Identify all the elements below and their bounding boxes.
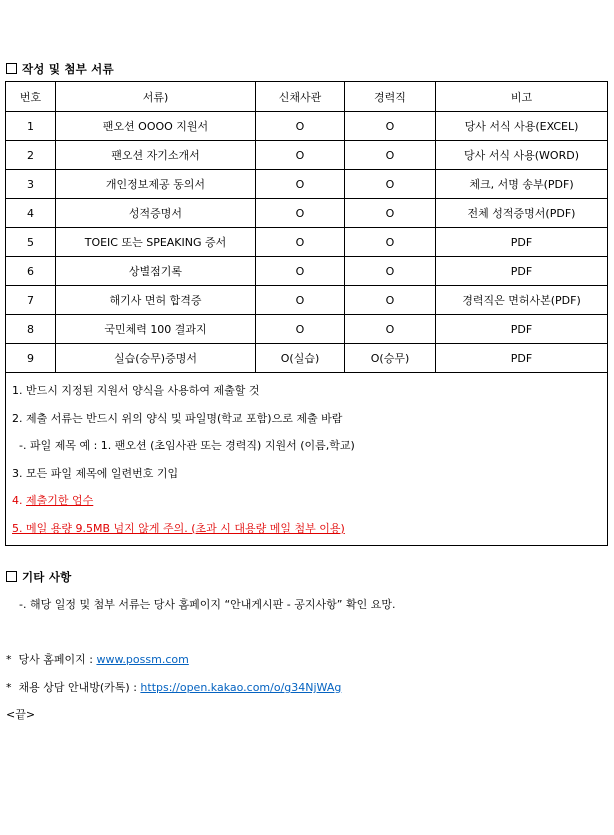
table-cell: 8	[6, 315, 56, 344]
table-cell: O	[256, 286, 345, 315]
table-cell: O	[256, 199, 345, 228]
section-heading-text: 기타 사항	[22, 570, 72, 584]
table-cell: O	[256, 112, 345, 141]
table-header-row	[6, 82, 608, 112]
table-row	[6, 170, 608, 199]
column-header: 서류)	[56, 82, 256, 112]
table-cell: O(승무)	[345, 344, 436, 373]
table-cell: 실습(승무)증명서	[56, 344, 256, 373]
note-item: 1. 반드시 지정된 지원서 양식을 사용하여 제출할 것	[12, 384, 260, 397]
table-cell: O	[256, 228, 345, 257]
table-row	[6, 112, 608, 141]
column-header: 신채사관	[256, 82, 345, 112]
section-heading-documents	[6, 61, 114, 77]
table-cell: 당사 서식 사용(EXCEL)	[436, 112, 608, 141]
table-cell: O	[345, 315, 436, 344]
homepage-line	[6, 651, 189, 667]
table-cell: TOEIC 또는 SPEAKING 증서	[56, 228, 256, 257]
table-cell: 전체 성적증명서(PDF)	[436, 199, 608, 228]
table-cell: 9	[6, 344, 56, 373]
checkbox-square-icon	[6, 63, 17, 74]
table-cell: 7	[6, 286, 56, 315]
table-cell: 경력직은 면허사본(PDF)	[436, 286, 608, 315]
other-notice-text: -. 해당 일정 및 첨부 서류는 당사 홈페이지 “안내게시판 - 공지사항” 확인 요망.	[19, 598, 396, 611]
chat-label: * 채용 상담 안내방(카톡) :	[6, 681, 141, 694]
chat-link[interactable]: https://open.kakao.com/o/g34NjWAg	[140, 681, 342, 694]
table-cell: PDF	[436, 344, 608, 373]
note-item: 2. 제출 서류는 반드시 위의 양식 및 파일명(학교 포함)으로 제출 바람	[12, 411, 343, 425]
table-row	[6, 257, 608, 286]
table-cell: 성적증명서	[56, 199, 256, 228]
table-cell: 5	[6, 228, 56, 257]
homepage-label: * 당사 홈페이지 :	[6, 653, 97, 666]
table-cell: 개인정보제공 동의서	[56, 170, 256, 199]
column-header: 번호	[6, 82, 56, 112]
table-cell: PDF	[436, 228, 608, 257]
table-cell: 4	[6, 199, 56, 228]
table-cell: 해기사 면허 합격증	[56, 286, 256, 315]
table-cell: 당사 서식 사용(WORD)	[436, 141, 608, 170]
table-cell: O	[256, 315, 345, 344]
table-row	[6, 315, 608, 344]
table-cell: O	[345, 286, 436, 315]
table-row	[6, 344, 608, 373]
column-header: 비고	[436, 82, 608, 112]
chat-line	[6, 679, 341, 695]
table-cell: O	[256, 170, 345, 199]
note-item: -. 파일 제목 예 : 1. 팬오션 (초임사관 또는 경력직) 지원서 (이름,학교)	[12, 439, 355, 452]
table-cell: 팬오션 자기소개서	[56, 141, 256, 170]
table-cell: PDF	[436, 315, 608, 344]
table-cell: O(실습)	[256, 344, 345, 373]
table-cell: 1	[6, 112, 56, 141]
table-cell: O	[345, 228, 436, 257]
table-row	[6, 199, 608, 228]
table-cell: 3	[6, 170, 56, 199]
table-cell: 국민체력 100 결과지	[56, 315, 256, 344]
note-number: 4.	[12, 494, 26, 507]
table-cell: PDF	[436, 257, 608, 286]
section-heading-text: 작성 및 첨부 서류	[22, 62, 114, 76]
table-cell: O	[345, 112, 436, 141]
table-cell: 상별점기록	[56, 257, 256, 286]
column-header: 경력직	[345, 82, 436, 112]
end-mark: <끝>	[6, 708, 36, 721]
note-item-mail-size	[12, 515, 607, 543]
table-row	[6, 286, 608, 315]
table-cell: O	[345, 257, 436, 286]
note-mail-size-text: 5. 메일 용량 9.5MB 넘지 않게 주의. (초과 시 대용량 메일 첨부 이용)	[12, 521, 345, 535]
section-heading-other	[6, 569, 71, 585]
table-cell: O	[256, 141, 345, 170]
table-cell: 팬오션 OOOO 지원서	[56, 112, 256, 141]
table-cell: 2	[6, 141, 56, 170]
table-cell: O	[256, 257, 345, 286]
note-item-deadline	[12, 487, 607, 515]
table-row	[6, 228, 608, 257]
note-deadline-text: 제출기한 엄수	[26, 494, 94, 507]
table-cell: 6	[6, 257, 56, 286]
checkbox-square-icon	[6, 571, 17, 582]
notes-row	[6, 373, 608, 546]
table-cell: 체크, 서명 송부(PDF)	[436, 170, 608, 199]
table-cell: O	[345, 141, 436, 170]
table-cell: O	[345, 170, 436, 199]
note-item: 3. 모든 파일 제목에 일련번호 기입	[12, 466, 179, 480]
notes-cell	[6, 373, 608, 546]
documents-table	[5, 81, 608, 546]
table-row	[6, 141, 608, 170]
table-cell: O	[345, 199, 436, 228]
homepage-link[interactable]: www.possm.com	[96, 653, 189, 666]
